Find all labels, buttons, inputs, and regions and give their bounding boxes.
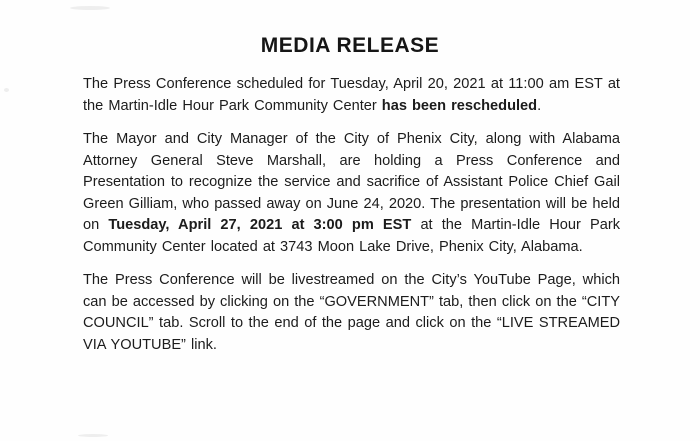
paragraph-text: The Mayor and City Manager of the City of Phenix City, along with Alabama Attorney General Steve Marshall, are holding a Press Conference and Presentation to recognize the service and sacrifice of Assistant Police Chief Gail Green Gilliam, who passed away on June 24, 2020. The presentation will be held on xyxy=(83,131,620,233)
document-title: MEDIA RELEASE xyxy=(260,34,440,57)
document-body xyxy=(83,74,620,356)
emphasis-new-date-time: Tuesday, April 27, 2021 at 3:00 pm EST xyxy=(108,217,412,233)
paragraph-text: at the Martin-Idle Hour Park Community Center located at 3743 Moon Lake Drive, Phenix City, Alabama. xyxy=(83,217,621,255)
emphasis-has-been-rescheduled: has been rescheduled xyxy=(381,97,538,114)
scan-artifact xyxy=(70,6,110,10)
paragraph-text: . xyxy=(537,97,542,114)
scan-artifact xyxy=(78,434,108,437)
paragraph-livestream-instructions xyxy=(83,270,620,356)
paragraph-reschedule-notice xyxy=(83,74,620,117)
paragraph-text: The Press Conference scheduled for Tuesday, April 20, 2021 at 11:00 am EST at the Martin-Idle Hour Park Community Center xyxy=(83,76,620,114)
paragraph-text: The Press Conference will be livestreamed on the City’s YouTube Page, which can be accessed by clicking on the “GOVERNMENT” tab, then click on the “CITY COUNCIL” tab. Scroll to the end of the page and click on the “LIVE STREAMED VIA YOUTUBE” link. xyxy=(83,272,620,353)
paragraph-event-details xyxy=(83,129,620,258)
scan-artifact xyxy=(4,88,9,92)
